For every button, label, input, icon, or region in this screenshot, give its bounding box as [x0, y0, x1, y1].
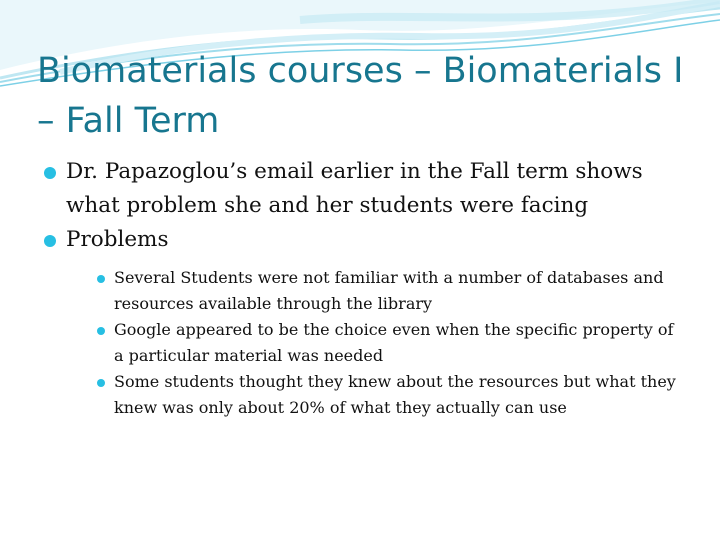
- sub-bullet-list: [44, 265, 684, 421]
- bullet-text: Problems: [66, 227, 169, 252]
- bullet-icon: [44, 235, 56, 247]
- slide-title: Biomaterials courses – Biomaterials I – Fall Term: [37, 51, 684, 141]
- sub-bullet-icon: [97, 379, 105, 387]
- sub-bullet-icon: [97, 275, 105, 283]
- bullet-item: [44, 155, 684, 223]
- sub-bullet-text: Some students thought they knew about the resources but what they knew was only about 20% of what they actually can use: [114, 372, 676, 417]
- sub-bullet-icon: [97, 327, 105, 335]
- sub-bullet-text: Several Students were not familiar with a number of databases and resources available through the library: [114, 268, 664, 313]
- sub-bullet-item: [90, 265, 684, 317]
- sub-bullet-text: Google appeared to be the choice even when the specific property of a particular material was needed: [114, 320, 674, 365]
- sub-bullet-item: [90, 317, 684, 369]
- bullet-text: Dr. Papazoglou’s email earlier in the Fall term shows what problem she and her students were facing: [66, 159, 643, 218]
- sub-bullet-item: [90, 369, 684, 421]
- bullet-icon: [44, 167, 56, 179]
- slide-body: [44, 155, 684, 421]
- bullet-item: [44, 223, 684, 257]
